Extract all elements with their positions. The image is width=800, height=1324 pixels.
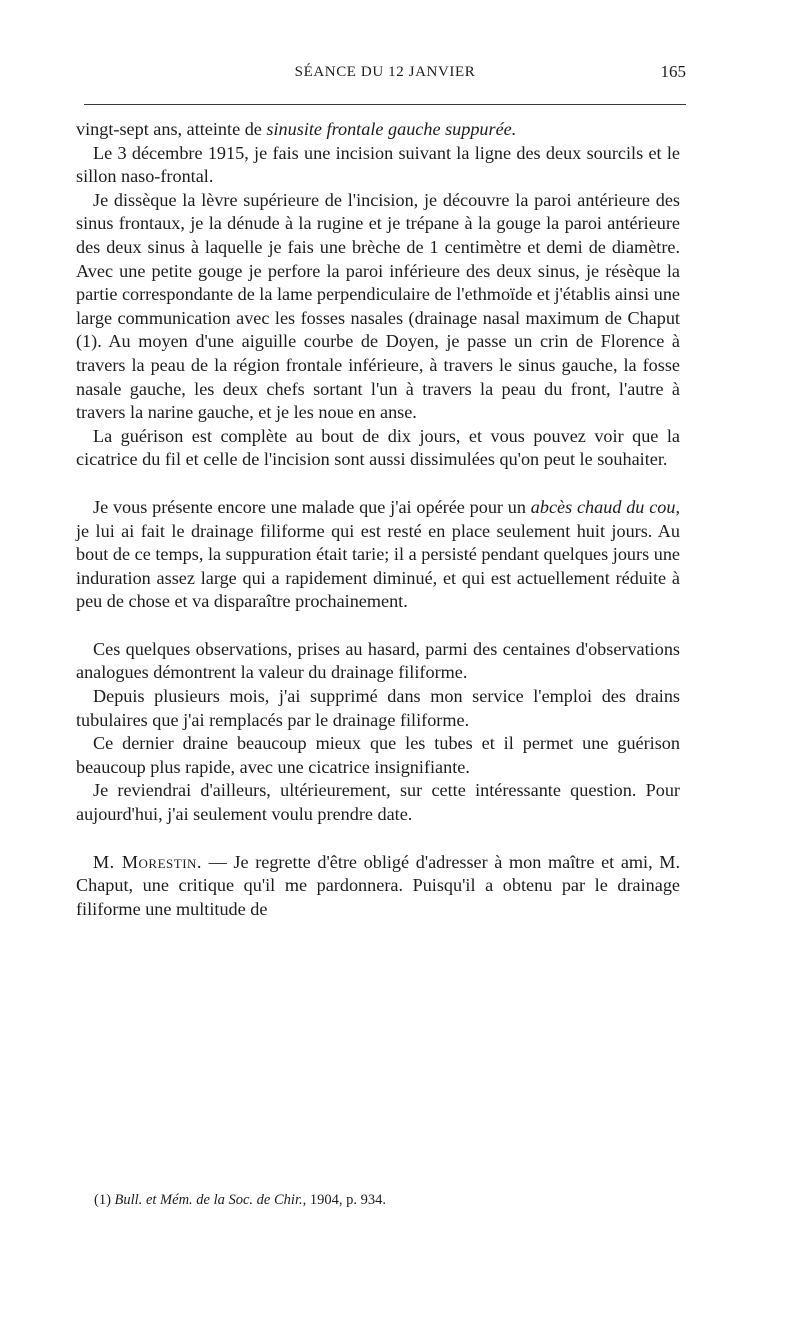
paragraph-abscess-case: Je vous présente encore une malade que j'ai opérée pour un abcès chaud du cou, je lui ai fait le drainage filiforme qui est resté en place seulement huit jours. Au bout de ce temps, la suppuration était tarie; il a persisté pendant quelques jours une induration assez large qui a rapidement diminué, et qui est actuellement réduite à peu de chose et va disparaître prochainement.: [76, 496, 680, 612]
running-title: SÉANCE DU 12 JANVIER: [294, 64, 476, 80]
paragraph-healing: La guérison est complète au bout de dix jours, et vous pouvez voir que la cicatrice du fil et celle de l'incision sont aussi dissimulées qu'on peut le souhaiter.: [76, 425, 680, 470]
diagnosis-italic: sinusite frontale gauche suppurée.: [266, 119, 517, 139]
footnote-details: , 1904, p. 934.: [302, 1192, 386, 1208]
body-text: [76, 118, 680, 921]
page-header: [84, 64, 686, 88]
page-number: 165: [660, 62, 686, 81]
paragraph-faster-healing: Ce dernier draine beaucoup mieux que les tubes et il permet une guérison beaucoup plus rapide, avec une cicatrice insignifiante.: [76, 733, 680, 777]
paragraph-incision: Le 3 décembre 1915, je fais une incision suivant la ligne des deux sourcils et le sillon naso-frontal.: [76, 142, 680, 187]
paragraph-continuation: vingt-sept ans, atteinte de sinusite frontale gauche suppurée.: [76, 119, 517, 139]
paragraph-observations: Ces quelques observations, prises au hasard, parmi des centaines d'observations analogues démontrent la valeur du drainage filiforme.: [76, 638, 680, 683]
footnote: [94, 1190, 674, 1210]
speaker-name: M. Morestin.: [93, 851, 202, 872]
paragraph-morestin: M. Morestin. — Je regrette d'être obligé d'adresser à mon maître et ami, M. Chaput, une critique qu'il me pardonnera. Puisqu'il a obtenu par le drainage filiforme une multitude de: [76, 851, 680, 919]
footnote-source: Bull. et Mém. de la Soc. de Chir.: [114, 1192, 303, 1208]
paragraph-tubular-drains: Depuis plusieurs mois, j'ai supprimé dans mon service l'emploi des drains tubulaires que j'ai remplacés par le drainage filiforme.: [76, 686, 680, 730]
header-rule: [84, 104, 686, 105]
footnote-reference: (1): [76, 331, 98, 352]
paragraph-conclusion: Je reviendrai d'ailleurs, ultérieurement, sur cette intéressante question. Pour aujourd'hui, j'ai seulement voulu prendre date.: [76, 780, 680, 825]
paragraph-procedure: Je dissèque la lèvre supérieure de l'incision, je découvre la paroi antérieure des sinus frontaux, je la dénude à la rugine et je trépane à la gouge la paroi antérieure des deux sinus à laquelle je fais une brèche de 1 centimètre et demi de diamètre. Avec une petite gouge je perfore la paroi inférieure des deux sinus, je résèque la partie correspondante de la lame perpendiculaire de l'ethmoïde et j'établis ainsi une large communication avec les fosses nasales (drainage nasal maximum de Chaput (1). Au moyen d'une aiguille courbe de Doyen, je passe un crin de Florence à travers la peau de la région frontale inférieure, à travers le sinus gauche, la fosse nasale gauche, les deux chefs sortant l'un à travers la peau du front, l'autre à travers la narine gauche, et je les noue en anse.: [76, 189, 680, 423]
footnote-marker: (1): [94, 1192, 115, 1208]
abscess-italic: abcès chaud du cou: [530, 496, 676, 517]
